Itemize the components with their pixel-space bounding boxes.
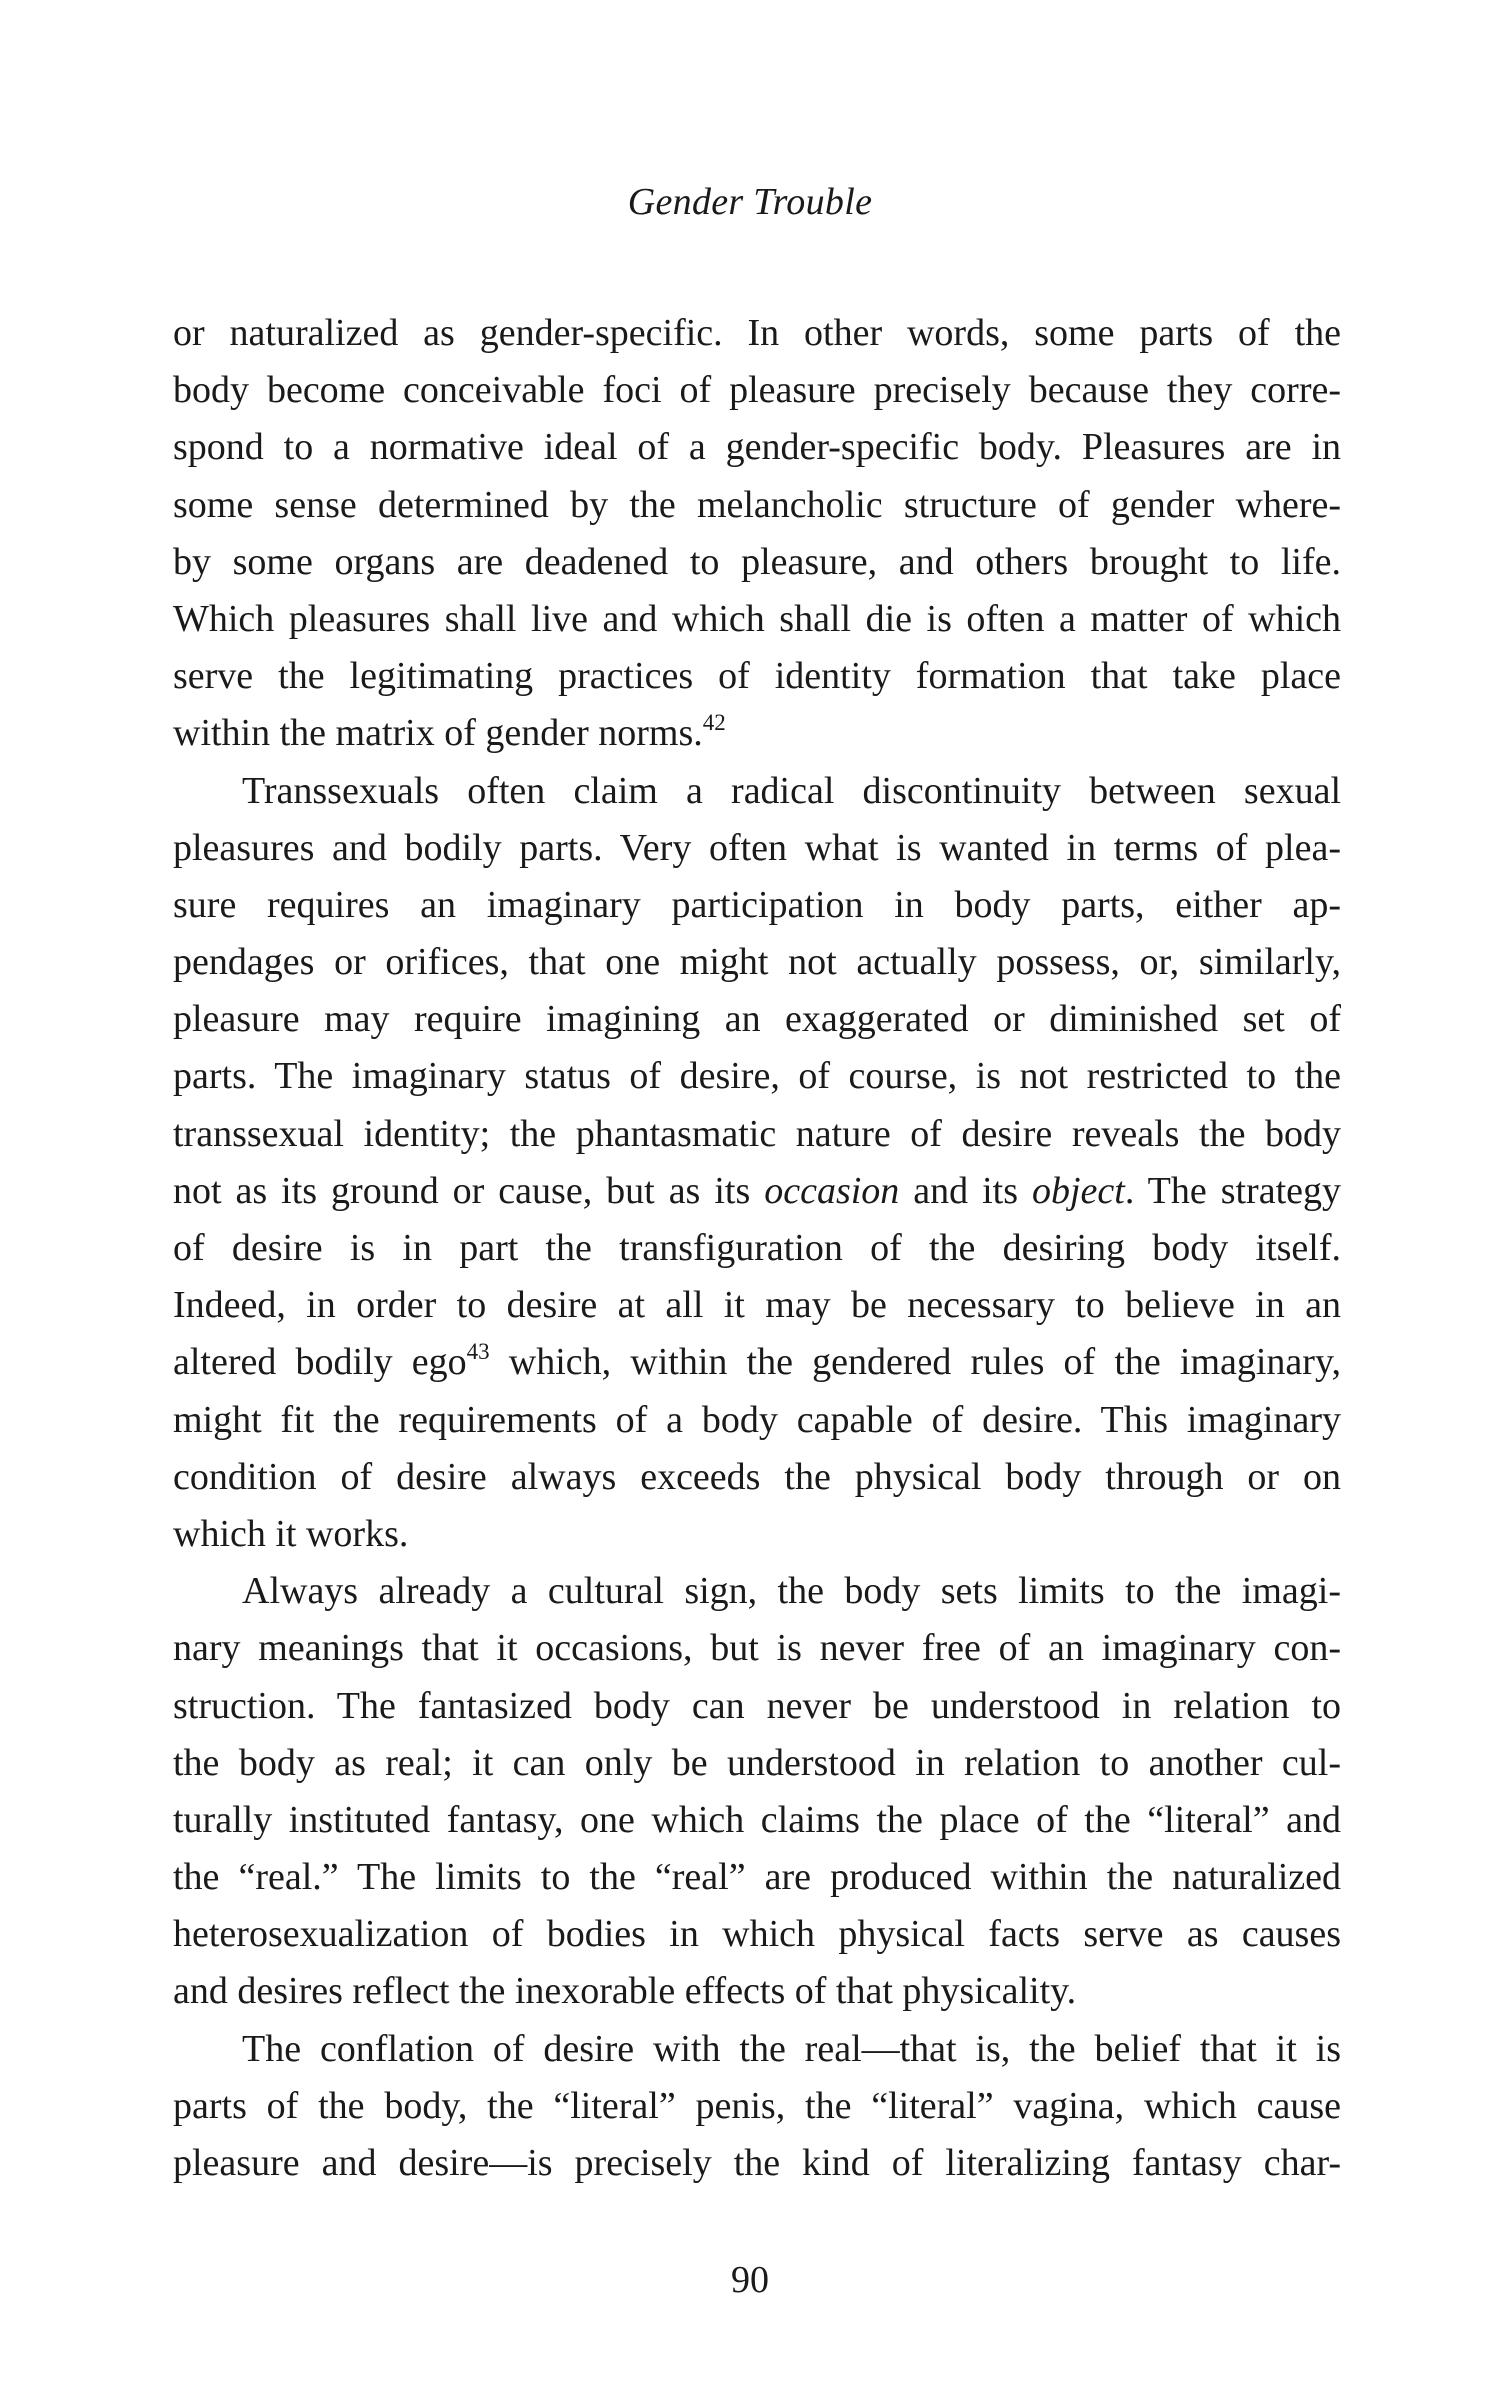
footnote-ref[interactable]: 43	[466, 1339, 490, 1365]
text-line: struction. The fantasized body can never be understood in relation to	[173, 1684, 1341, 1727]
paragraph-3	[173, 1563, 1341, 2021]
text-line: Which pleasures shall live and which shall die is often a matter of which	[173, 597, 1341, 640]
italic-term: occasion	[764, 1169, 900, 1212]
text-line: spond to a normative ideal of a gender-specific body. Pleasures are in	[173, 426, 1341, 469]
text-line: Always already a cultural sign, the body sets limits to the imagi-	[242, 1570, 1341, 1613]
text-line: pleasure may require imagining an exaggerated or diminished set of	[173, 998, 1341, 1041]
italic-term: object	[1032, 1169, 1125, 1212]
text-line	[173, 1334, 1341, 1391]
text-line: parts. The imaginary status of desire, of course, is not restricted to the	[173, 1055, 1341, 1098]
text-line: or naturalized as gender-specific. In other words, some parts of the	[173, 312, 1341, 354]
text-line: pleasures and bodily parts. Very often what is wanted in terms of plea-	[173, 826, 1341, 869]
text-line: transsexual identity; the phantasmatic nature of desire reveals the body	[173, 1112, 1341, 1155]
text-line: heterosexualization of bodies in which physical facts serve as causes	[173, 1913, 1341, 1956]
text-line: and desires reflect the inexorable effects of that physicality.	[173, 1970, 1077, 2013]
text-line: pleasure and desire—is precisely the kind of literalizing fantasy char-	[173, 2142, 1341, 2184]
text-line: body become conceivable foci of pleasure precisely because they corre-	[173, 369, 1341, 412]
running-head: Gender Trouble	[627, 181, 873, 223]
line-text: and its	[899, 1169, 1032, 1212]
text-line: The conflation of desire with the real—that is, the belief that it is	[242, 2027, 1341, 2070]
text-line: turally instituted fantasy, one which claims the place of the “literal” and	[173, 1798, 1341, 1841]
line-text: which, within the gendered rules of the imaginary,	[489, 1341, 1341, 1384]
text-line	[173, 705, 1341, 762]
text-line: sure requires an imaginary participation in body parts, either ap-	[173, 883, 1341, 926]
text-line: the “real.” The limits to the “real” are produced within the naturalized	[173, 1856, 1341, 1899]
page-number: 90	[731, 2259, 769, 2301]
text-line: serve the legitimating practices of identity formation that take place	[173, 655, 1341, 698]
text-line: Indeed, in order to desire at all it may be necessary to believe in an	[173, 1284, 1341, 1327]
text-line: parts of the body, the “literal” penis, the “literal” vagina, which cause	[173, 2084, 1341, 2127]
text-line: some sense determined by the melancholic structure of gender where-	[173, 483, 1341, 526]
text-line: of desire is in part the transfiguration of the desiring body itself.	[173, 1227, 1341, 1269]
text-line: nary meanings that it occasions, but is never free of an imaginary con-	[173, 1627, 1341, 1670]
body-text	[173, 305, 1341, 2192]
text-line: might fit the requirements of a body capable of desire. This imaginary	[173, 1398, 1341, 1441]
text-line: by some organs are deadened to pleasure, and others brought to life.	[173, 540, 1341, 583]
paragraph-2	[173, 763, 1341, 1564]
line-text: altered bodily ego	[173, 1341, 467, 1384]
text-line: Transsexuals often claim a radical discontinuity between sexual	[242, 769, 1341, 812]
footnote-ref[interactable]: 42	[702, 710, 726, 736]
line-text: not as its ground or cause, but as its	[173, 1169, 765, 1212]
line-text: within the matrix of gender norms.	[173, 712, 703, 755]
text-line: condition of desire always exceeds the physical body through or on	[173, 1455, 1341, 1498]
paragraph-4	[173, 2021, 1341, 2193]
paragraph-1	[173, 305, 1341, 763]
line-text: . The strategy	[1124, 1169, 1341, 1212]
text-line	[173, 1163, 1341, 1220]
text-line: which it works.	[173, 1512, 409, 1555]
text-line: the body as real; it can only be understood in relation to another cul-	[173, 1741, 1341, 1784]
text-line: pendages or orifices, that one might not actually possess, or, similarly,	[173, 941, 1341, 984]
